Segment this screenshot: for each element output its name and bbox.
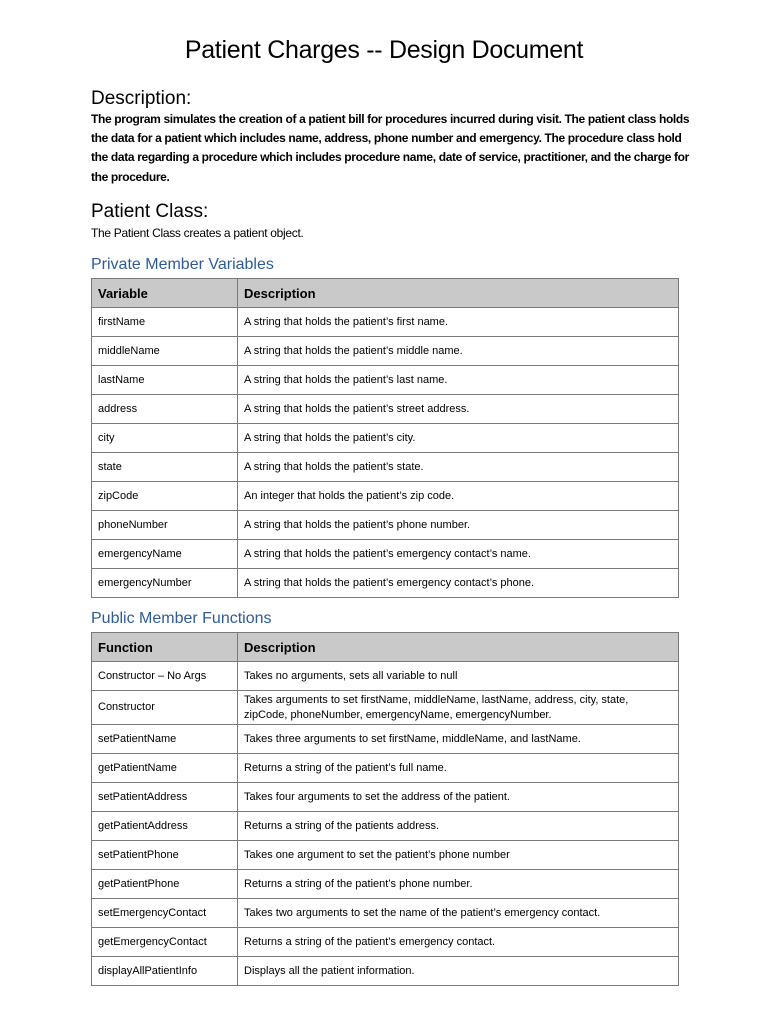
table-cell-description: Takes no arguments, sets all variable to null <box>238 662 679 691</box>
functions-table <box>91 632 679 986</box>
table-cell-description: Displays all the patient information. <box>238 957 679 986</box>
table-cell-name: displayAllPatientInfo <box>92 957 238 986</box>
table-cell-name: Constructor – No Args <box>92 662 238 691</box>
table-row <box>92 812 679 841</box>
table-cell-description: A string that holds the patient’s emergency contact’s phone. <box>238 569 679 598</box>
table-row <box>92 783 679 812</box>
table-cell-description: Returns a string of the patient’s emergency contact. <box>238 928 679 957</box>
document-title: Patient Charges -- Design Document <box>184 36 584 64</box>
table-cell-description: Takes two arguments to set the name of the patient’s emergency contact. <box>238 899 679 928</box>
variables-table-body <box>92 308 679 598</box>
table-row <box>92 540 679 569</box>
table-cell-name: state <box>92 453 238 482</box>
table-cell-description: Takes three arguments to set firstName, middleName, and lastName. <box>238 725 679 754</box>
table-cell-description: Returns a string of the patient’s full name. <box>238 754 679 783</box>
description-heading: Description: <box>91 88 192 109</box>
table-cell-description: Takes arguments to set firstName, middleName, lastName, address, city, state, zipCode, phoneNumber, emergencyName, emergencyNumber. <box>238 691 679 725</box>
patient-class-heading: Patient Class: <box>91 201 209 222</box>
table-row <box>92 957 679 986</box>
column-header-function: Function <box>92 633 238 662</box>
table-cell-name: phoneNumber <box>92 511 238 540</box>
table-cell-name: address <box>92 395 238 424</box>
table-cell-name: Constructor <box>92 691 238 725</box>
table-cell-name: setPatientName <box>92 725 238 754</box>
table-cell-description: An integer that holds the patient’s zip code. <box>238 482 679 511</box>
column-header-description: Description <box>238 279 679 308</box>
description-text: The program simulates the creation of a patient bill for procedures incurred during visit. The patient class holds the data for a patient which includes name, address, phone number and emergency. The procedure class hold the data regarding a procedure which includes procedure name, date of service, practitioner, and the charge for the procedure. <box>91 112 690 184</box>
table-cell-description: A string that holds the patient’s city. <box>238 424 679 453</box>
table-row <box>92 308 679 337</box>
table-row <box>92 870 679 899</box>
table-cell-name: getPatientName <box>92 754 238 783</box>
patient-class-text: The Patient Class creates a patient object. <box>91 226 304 240</box>
table-row <box>92 511 679 540</box>
table-cell-description: A string that holds the patient’s last name. <box>238 366 679 395</box>
table-cell-name: setEmergencyContact <box>92 899 238 928</box>
table-cell-name: setPatientAddress <box>92 783 238 812</box>
table-cell-name: middleName <box>92 337 238 366</box>
table-row <box>92 691 679 725</box>
table-row <box>92 337 679 366</box>
table-row <box>92 899 679 928</box>
table-row <box>92 754 679 783</box>
table-row <box>92 482 679 511</box>
table-cell-description: Returns a string of the patients address. <box>238 812 679 841</box>
table-cell-name: getEmergencyContact <box>92 928 238 957</box>
table-cell-name: firstName <box>92 308 238 337</box>
table-row <box>92 725 679 754</box>
table-cell-description: A string that holds the patient’s emergency contact’s name. <box>238 540 679 569</box>
table-cell-name: lastName <box>92 366 238 395</box>
table-cell-name: city <box>92 424 238 453</box>
column-header-description: Description <box>238 633 679 662</box>
table-row <box>92 662 679 691</box>
variables-table <box>91 278 679 598</box>
table-cell-name: zipCode <box>92 482 238 511</box>
table-header-row <box>92 279 679 308</box>
table-cell-description: A string that holds the patient’s phone number. <box>238 511 679 540</box>
functions-heading: Public Member Functions <box>91 610 272 627</box>
table-header-row <box>92 633 679 662</box>
variables-heading: Private Member Variables <box>91 256 274 273</box>
column-header-variable: Variable <box>92 279 238 308</box>
table-cell-name: getPatientAddress <box>92 812 238 841</box>
table-cell-description: Returns a string of the patient’s phone number. <box>238 870 679 899</box>
table-cell-description: Takes four arguments to set the address of the patient. <box>238 783 679 812</box>
table-cell-description: A string that holds the patient’s first name. <box>238 308 679 337</box>
table-cell-description: A string that holds the patient’s middle name. <box>238 337 679 366</box>
table-row <box>92 928 679 957</box>
table-cell-name: emergencyName <box>92 540 238 569</box>
table-cell-description: Takes one argument to set the patient’s phone number <box>238 841 679 870</box>
table-row <box>92 841 679 870</box>
table-row <box>92 366 679 395</box>
table-cell-name: setPatientPhone <box>92 841 238 870</box>
table-row <box>92 453 679 482</box>
table-row <box>92 569 679 598</box>
table-cell-description: A string that holds the patient’s street address. <box>238 395 679 424</box>
table-row <box>92 424 679 453</box>
table-row <box>92 395 679 424</box>
table-cell-name: emergencyNumber <box>92 569 238 598</box>
functions-table-body <box>92 662 679 986</box>
table-cell-description: A string that holds the patient’s state. <box>238 453 679 482</box>
table-cell-name: getPatientPhone <box>92 870 238 899</box>
